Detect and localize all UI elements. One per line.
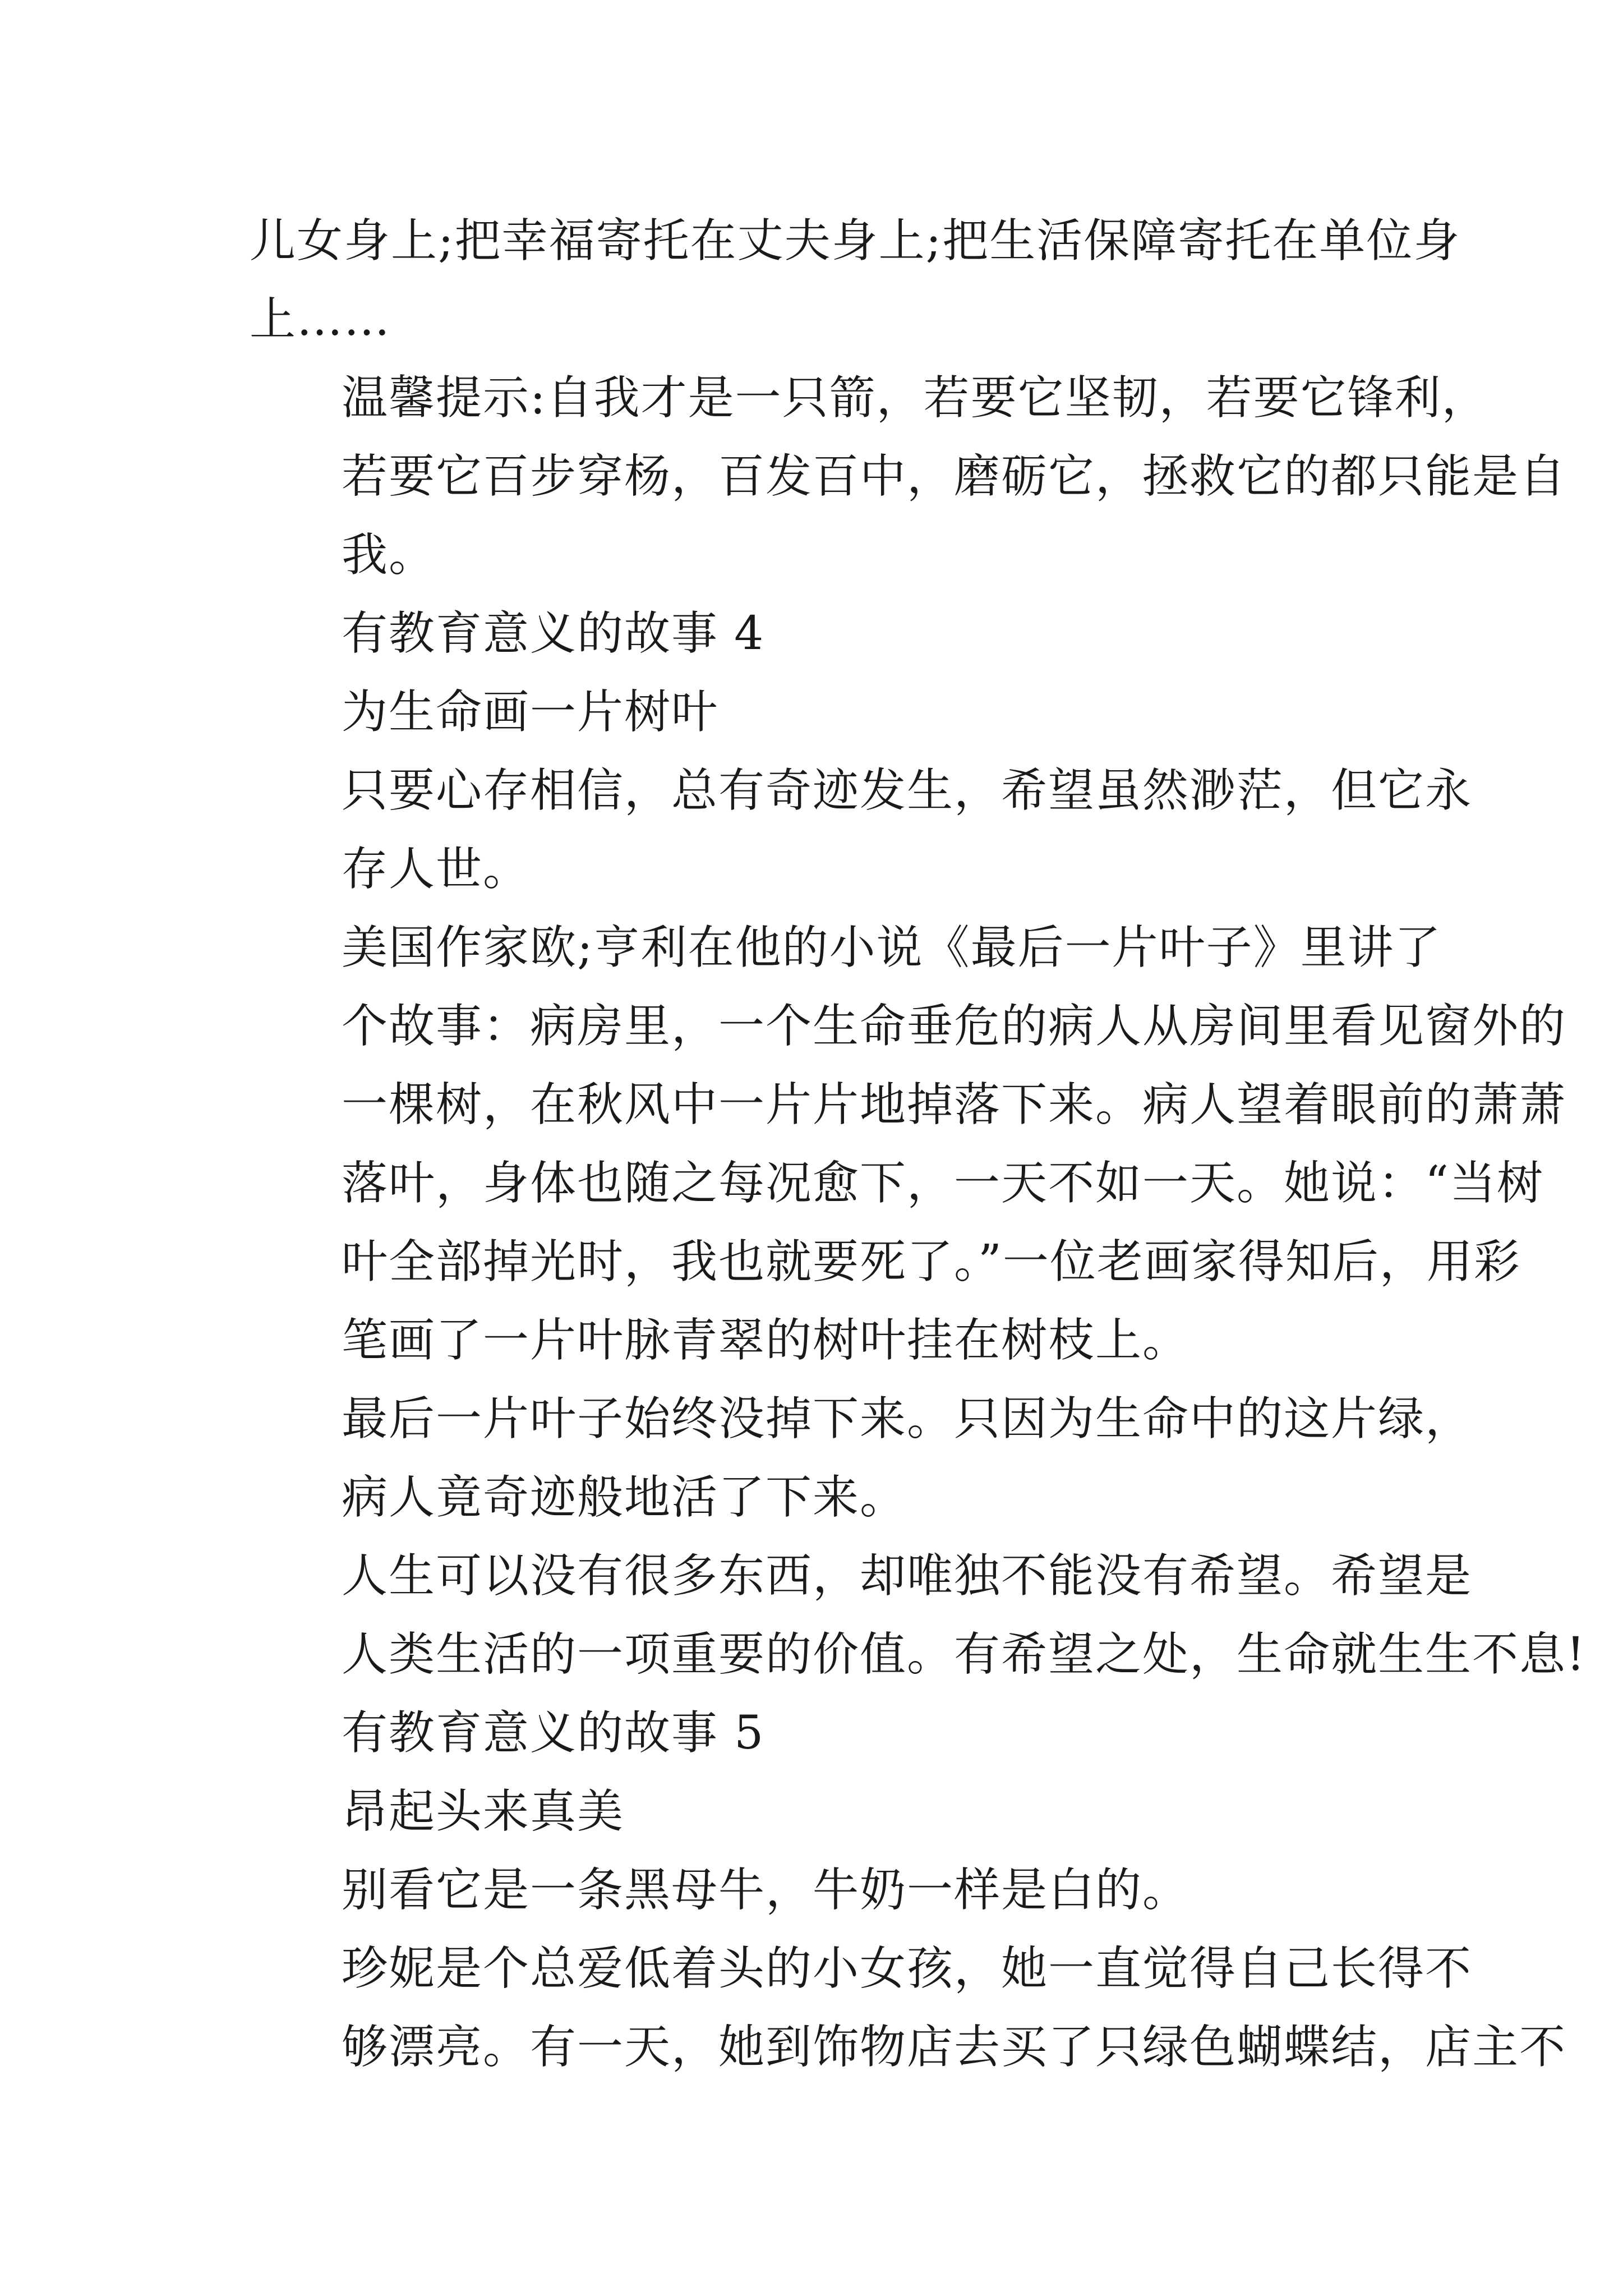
text-line: 最后一片叶子始终没掉下来。只因为生命中的这片绿，: [342, 1392, 1473, 1446]
text-line: 美国作家欧;亨利在他的小说《最后一片叶子》里讲了: [342, 921, 1442, 974]
text-line: 我。: [342, 528, 436, 582]
text-line: 存人世。: [342, 843, 531, 896]
text-line: 若要它百步穿杨，百发百中，磨砺它，拯救它的都只能是自: [342, 450, 1567, 503]
text-line: 别看它是一条黑母牛，牛奶一样是白的。: [342, 1864, 1190, 1917]
text-line: 人类生活的一项重要的价值。有希望之处，生命就生生不息!: [342, 1628, 1586, 1681]
text-line: 笔画了一片叶脉青翠的树叶挂在树枝上。: [342, 1314, 1190, 1367]
text-line: 上……: [250, 293, 391, 346]
paragraph: [250, 1694, 1385, 1773]
text-line: 落叶，身体也随之每况愈下，一天不如一天。她说：“当树: [342, 1157, 1544, 1210]
text-line: 个故事：病房里，一个生命垂危的病人从房间里看见窗外的: [342, 1000, 1567, 1053]
text-line: 温馨提示:自我才是一只箭，若要它坚韧，若要它锋利，: [342, 371, 1489, 425]
text-line: 人生可以没有很多东西，却唯独不能没有希望。希望是: [342, 1549, 1473, 1603]
text-line: 够漂亮。有一天，她到饰物店去买了只绿色蝴蝶结，店主不: [342, 2021, 1567, 2074]
text-line: 有教育意义的故事 5: [342, 1706, 765, 1760]
paragraph: [250, 1773, 1385, 1851]
paragraph: [250, 909, 1567, 1380]
paragraph: [250, 673, 1385, 752]
paragraph: [250, 1851, 1385, 1930]
text-line: 珍妮是个总爱低着头的小女孩，她一直觉得自己长得不: [342, 1942, 1473, 1995]
paragraph: [250, 359, 1567, 595]
text-line: 叶全部掉光时，我也就要死了。”一位老画家得知后，用彩: [342, 1235, 1521, 1289]
text-line: 儿女身上;把幸福寄托在丈夫身上;把生活保障寄托在单位身: [250, 214, 1461, 268]
paragraph: [250, 1537, 1586, 1694]
text-line: 为生命画一片树叶: [342, 685, 719, 739]
paragraph: [250, 752, 1473, 909]
paragraph: [250, 595, 1385, 673]
text-line: 病人竟奇迹般地活了下来。: [342, 1471, 907, 1524]
text-line: 一棵树，在秋风中一片片地掉落下来。病人望着眼前的萧萧: [342, 1078, 1567, 1131]
document-body: [250, 202, 1586, 2087]
paragraph: [250, 1380, 1473, 1537]
text-line: 有教育意义的故事 4: [342, 607, 765, 660]
paragraph: [250, 1930, 1567, 2087]
text-line: 昂起头来真美: [342, 1785, 625, 1838]
paragraph: [250, 202, 1461, 359]
text-line: 只要心存相信，总有奇迹发生，希望虽然渺茫，但它永: [342, 764, 1473, 817]
